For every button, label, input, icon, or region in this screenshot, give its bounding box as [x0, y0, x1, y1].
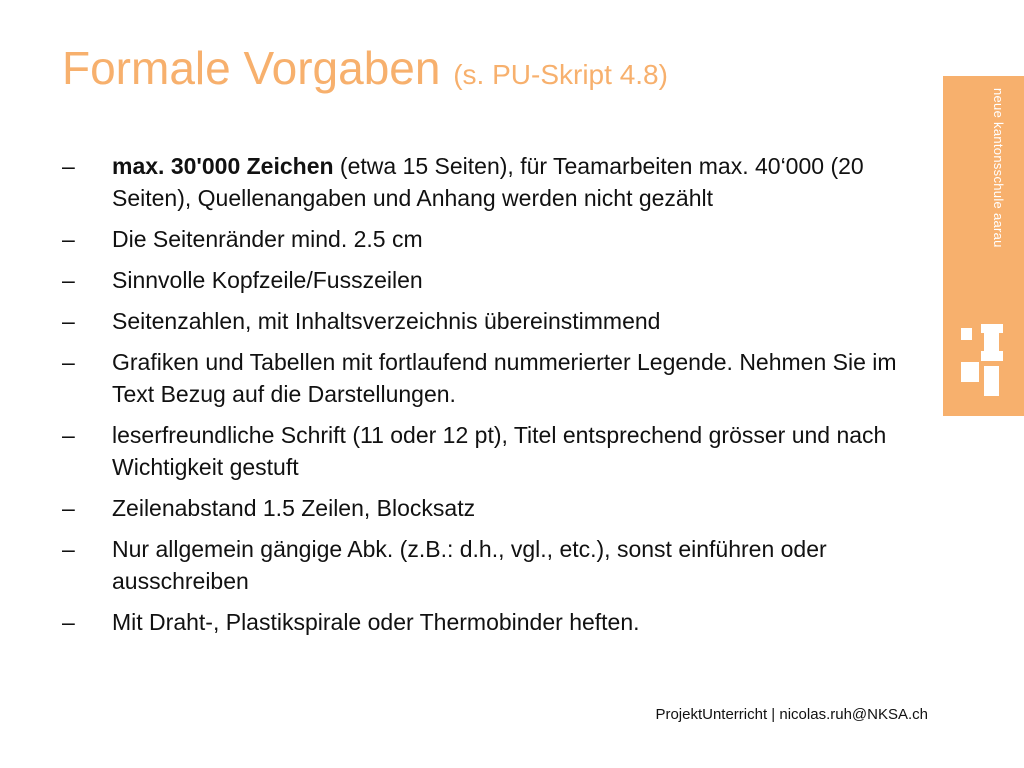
bullet-text: leserfreundliche Schrift (11 oder 12 pt), Titel entsprechend grösser und nach Wichtigkeit gestuft — [112, 422, 887, 480]
bullet-item — [62, 305, 922, 337]
bullet-item — [62, 533, 922, 597]
bullet-text: Nur allgemein gängige Abk. (z.B.: d.h., vgl., etc.), sonst einführen oder ausschreiben — [112, 536, 827, 594]
bullet-dash: – — [62, 267, 75, 293]
slide-title — [62, 36, 668, 107]
nksa-logo-icon — [957, 314, 1003, 400]
bullet-dash: – — [62, 349, 75, 375]
bullet-item — [62, 150, 922, 214]
bullet-dash: – — [62, 226, 75, 252]
footer-text: ProjektUnterricht | nicolas.ruh@NKSA.ch — [655, 706, 928, 723]
bullet-item — [62, 606, 922, 638]
bullet-dash: – — [62, 536, 75, 562]
bullet-text: Grafiken und Tabellen mit fortlaufend nummerierter Legende. Nehmen Sie im Text Bezug auf die Darstellungen. — [112, 349, 897, 407]
bullet-item — [62, 223, 922, 255]
brand-panel — [943, 76, 1024, 416]
bullet-text: (etwa 15 Seiten), für Teamarbeiten max. 40‘000 (20 Seiten), Quellenangaben und Anhang werden nicht gezählt — [112, 153, 864, 211]
bullet-list — [62, 150, 922, 647]
brand-text: neue kantonsschule aarau — [991, 88, 1006, 248]
bullet-dash: – — [62, 422, 75, 448]
bullet-text: Seitenzahlen, mit Inhaltsverzeichnis übereinstimmend — [112, 308, 661, 334]
bullet-item — [62, 492, 922, 524]
bullet-dash: – — [62, 609, 75, 635]
bullet-text: Die Seitenränder mind. 2.5 cm — [112, 226, 423, 252]
bullet-dash: – — [62, 153, 75, 179]
title-main: Formale Vorgaben — [62, 42, 441, 94]
bullet-text: Mit Draht-, Plastikspirale oder Thermobinder heften. — [112, 609, 640, 635]
bullet-dash: – — [62, 308, 75, 334]
title-subtitle: (s. PU-Skript 4.8) — [453, 59, 668, 90]
bullet-bold-text: max. 30'000 Zeichen — [112, 153, 334, 179]
bullet-item — [62, 419, 922, 483]
bullet-item — [62, 264, 922, 296]
bullet-dash: – — [62, 495, 75, 521]
bullet-text: Zeilenabstand 1.5 Zeilen, Blocksatz — [112, 495, 476, 521]
bullet-text: Sinnvolle Kopfzeile/Fusszeilen — [112, 267, 423, 293]
bullet-item — [62, 346, 922, 410]
